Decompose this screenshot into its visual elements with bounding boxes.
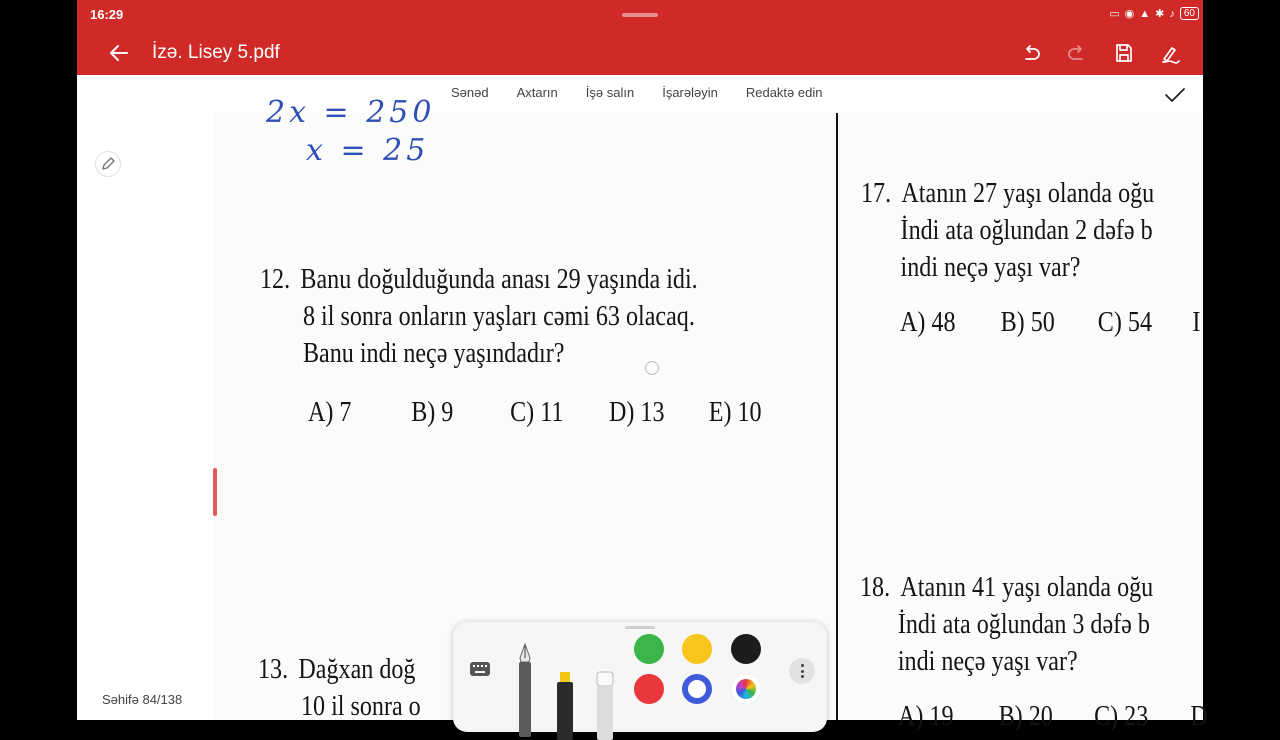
scroll-cursor-indicator	[645, 361, 659, 375]
page-indicator: Səhifə 84/138	[102, 692, 183, 707]
mute-icon: ♪	[1169, 7, 1175, 20]
tab-edit[interactable]: Redaktə edin	[745, 85, 823, 100]
option-c: C) 54	[1097, 307, 1152, 338]
color-yellow-swatch[interactable]	[682, 634, 712, 664]
question-number: 18.	[860, 572, 891, 603]
option-d: D) 13	[609, 397, 665, 428]
question-line: İndi ata oğlundan 3 dəfə b	[897, 609, 1150, 640]
highlighter-tool[interactable]	[552, 670, 578, 740]
more-options-icon[interactable]	[789, 658, 815, 684]
question-line: Banu doğulduğunda anası 29 yaşında idi.	[300, 264, 698, 295]
undo-icon[interactable]	[1019, 41, 1043, 65]
pdf-page-right	[838, 113, 1208, 732]
option-e: E) 10	[708, 397, 762, 428]
tab-annotate[interactable]: İşarələyin	[662, 85, 718, 100]
option-c: C) 23	[1094, 701, 1149, 732]
question-line: indi neçə yaşı var?	[900, 252, 1081, 283]
option-a: A) 19	[898, 701, 954, 732]
keyboard-icon[interactable]	[469, 660, 491, 678]
question-line: 10 il sonra o	[301, 691, 421, 722]
eye-icon: ◉	[1124, 8, 1135, 20]
question-line: Dağxan doğ	[298, 654, 416, 685]
question-number: 13.	[258, 654, 289, 685]
pen-mode-icon[interactable]	[1159, 41, 1183, 65]
question-line: Banu indi neçə yaşındadır?	[303, 338, 565, 369]
color-black-swatch[interactable]	[731, 634, 761, 664]
status-pill	[622, 13, 658, 17]
done-check-icon[interactable]	[1163, 83, 1187, 107]
status-time: 16:29	[90, 7, 124, 22]
document-title: İzə. Lisey 5.pdf	[152, 42, 280, 63]
toolbar-drag-handle[interactable]	[625, 626, 655, 629]
color-red-swatch[interactable]	[634, 674, 664, 704]
option-b: B) 9	[411, 397, 454, 428]
margin-ink-mark	[213, 468, 217, 516]
signal-icon: ▲	[1139, 7, 1151, 20]
question-number: 17.	[861, 178, 892, 209]
option-a: A) 48	[900, 307, 956, 338]
redo-icon[interactable]	[1065, 41, 1089, 65]
color-picker-swatch[interactable]	[731, 674, 761, 704]
option-b: B) 20	[998, 701, 1053, 732]
color-green-swatch[interactable]	[634, 634, 664, 664]
pdf-viewer-app	[77, 0, 1208, 732]
status-bar	[77, 0, 1203, 30]
battery-indicator: 60	[1180, 7, 1199, 20]
option-b: B) 50	[1000, 307, 1055, 338]
tab-start[interactable]: İşə salın	[585, 85, 635, 100]
handwritten-line-2: x = 25	[306, 133, 430, 168]
eraser-tool[interactable]	[592, 670, 618, 740]
option-a: A) 7	[308, 397, 352, 428]
tab-document[interactable]: Sənəd	[451, 85, 489, 100]
edit-pencil-icon[interactable]	[95, 151, 121, 177]
status-icons	[1109, 7, 1199, 20]
save-icon[interactable]	[1112, 41, 1136, 65]
fountain-pen-tool[interactable]	[514, 642, 536, 737]
question-number: 12.	[260, 264, 291, 295]
notification-icon: ▭	[1109, 8, 1120, 20]
back-arrow-icon[interactable]	[107, 41, 131, 65]
color-blue-swatch-selected[interactable]	[682, 674, 712, 704]
option-d: D	[1190, 701, 1208, 732]
pen-toolbar	[453, 622, 827, 732]
ribbon-tabs	[77, 75, 1203, 113]
bluetooth-icon: ✱	[1155, 8, 1165, 20]
question-line: İndi ata oğlundan 2 dəfə b	[900, 215, 1153, 246]
option-d: I	[1192, 307, 1201, 338]
tab-search[interactable]: Axtarın	[516, 85, 558, 100]
handwritten-line-1: 2x = 250	[266, 95, 436, 130]
question-line: Atanın 27 yaşı olanda oğu	[901, 178, 1155, 209]
question-line: indi neçə yaşı var?	[897, 646, 1078, 677]
question-line: Atanın 41 yaşı olanda oğu	[900, 572, 1154, 603]
option-c: C) 11	[510, 397, 564, 428]
question-line: 8 il sonra onların yaşları cəmi 63 olacaq.	[303, 301, 695, 332]
app-bar	[77, 30, 1203, 75]
